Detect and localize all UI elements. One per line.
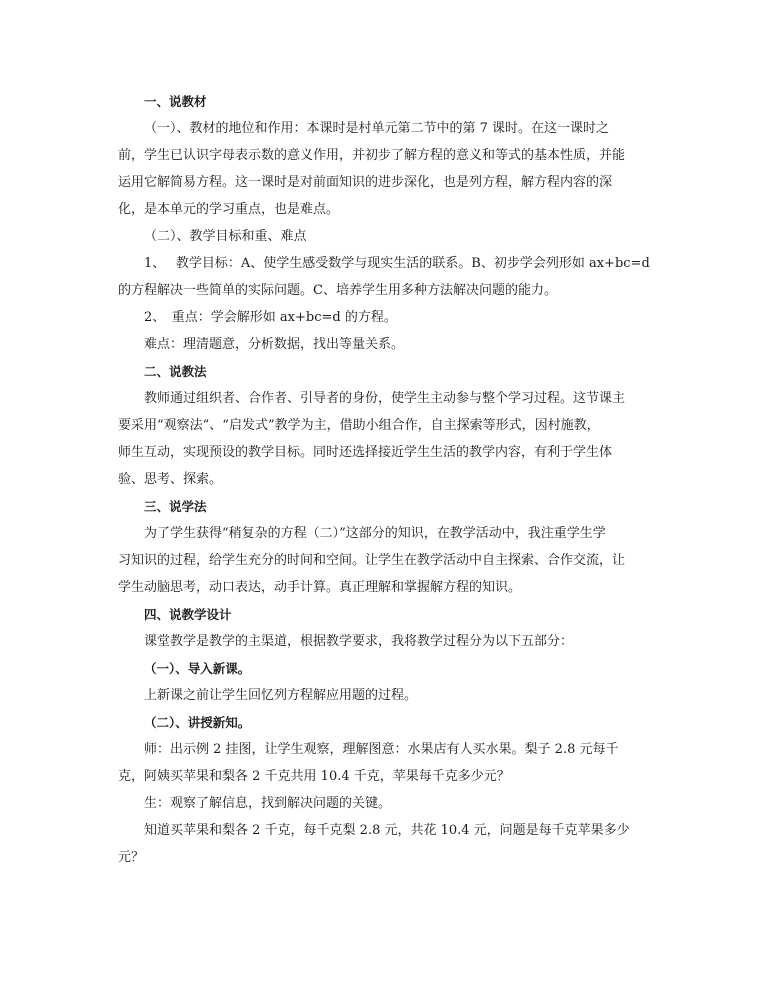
paragraph-line: 的方程解决一些简单的实际问题。C、培养学生用多种方法解决问题的能力。 [118,283,557,298]
paragraph-line: 师生互动，实现预设的教学目标。同时还选择接近学生生活的教学内容，有利于学生体 [118,445,613,460]
section-heading-teaching-design: 四、说教学设计 [144,607,232,622]
paragraph-line: 2、 重点：学会解形如 ax+bc=d 的方程。 [144,310,397,325]
paragraph-line: 上新课之前让学生回忆列方程解应用题的过程。 [144,688,418,703]
paragraph-line: 要采用“观察法”、“启发式”教学为主，借助小组合作，自主探索等形式，因村施教， [118,418,600,433]
paragraph-line: 元？ [118,850,145,865]
paragraph-line: 师：出示例 2 挂图，让学生观察，理解图意：水果店有人买水果。梨子 2.8 元每千 [144,742,619,757]
document-page [118,88,658,871]
paragraph-line: 1、 教学目标：A、使学生感受数学与现实生活的联系。B、初步学会列形如 ax+bc=d [144,256,650,271]
paragraph-line: 习知识的过程，给学生充分的时间和空间。让学生在教学活动中自主探索、合作交流，让 [118,553,626,568]
subheading-introduction: （一）、导入新课。 [144,661,251,676]
paragraph-line: 为了学生获得“稍复杂的方程（二）”这部分的知识，在教学活动中，我注重学生学 [144,526,606,541]
subheading-goals: （二）、教学目标和重、难点 [144,229,307,244]
paragraph-line: 课堂教学是教学的主渠道，根据教学要求，我将教学过程分为以下五部分： [144,634,574,649]
paragraph-line: 验、思考、探索。 [118,472,223,487]
paragraph-line: 难点：理清题意，分析数据，找出等量关系。 [144,337,405,352]
paragraph-line: （一）、教材的地位和作用：本课时是村单元第二节中的第 7 课时。在这一课时之 [144,121,610,136]
section-heading-learning-method: 三、说学法 [144,499,207,514]
section-heading-teaching-material: 一、说教材 [144,94,207,109]
paragraph-line: 学生动脑思考，动口表达，动手计算。真正理解和掌握解方程的知识。 [118,580,522,595]
paragraph-line: 生：观察了解信息，找到解决问题的关键。 [144,796,392,811]
paragraph-line: 运用它解简易方程。这一课时是对前面知识的进步深化，也是列方程，解方程内容的深 [118,175,613,190]
paragraph-line: 前，学生已认识字母表示数的意义作用，并初步了解方程的意义和等式的基本性质，并能 [118,148,626,163]
subheading-new-knowledge: （二）、讲授新知。 [144,715,251,730]
section-heading-teaching-method: 二、说教法 [144,364,207,379]
paragraph-line: 克，阿姨买苹果和梨各 2 千克共用 10.4 千克，苹果每千克多少元？ [118,769,510,784]
paragraph-line: 化，是本单元的学习重点，也是难点。 [118,202,340,217]
paragraph-line: 知道买苹果和梨各 2 千克，每千克梨 2.8 元，共花 10.4 元，问题是每千克苹果多少 [144,823,630,838]
paragraph-line: 教师通过组织者、合作者、引导者的身份，使学生主动参与整个学习过程。这节课主 [144,391,626,406]
